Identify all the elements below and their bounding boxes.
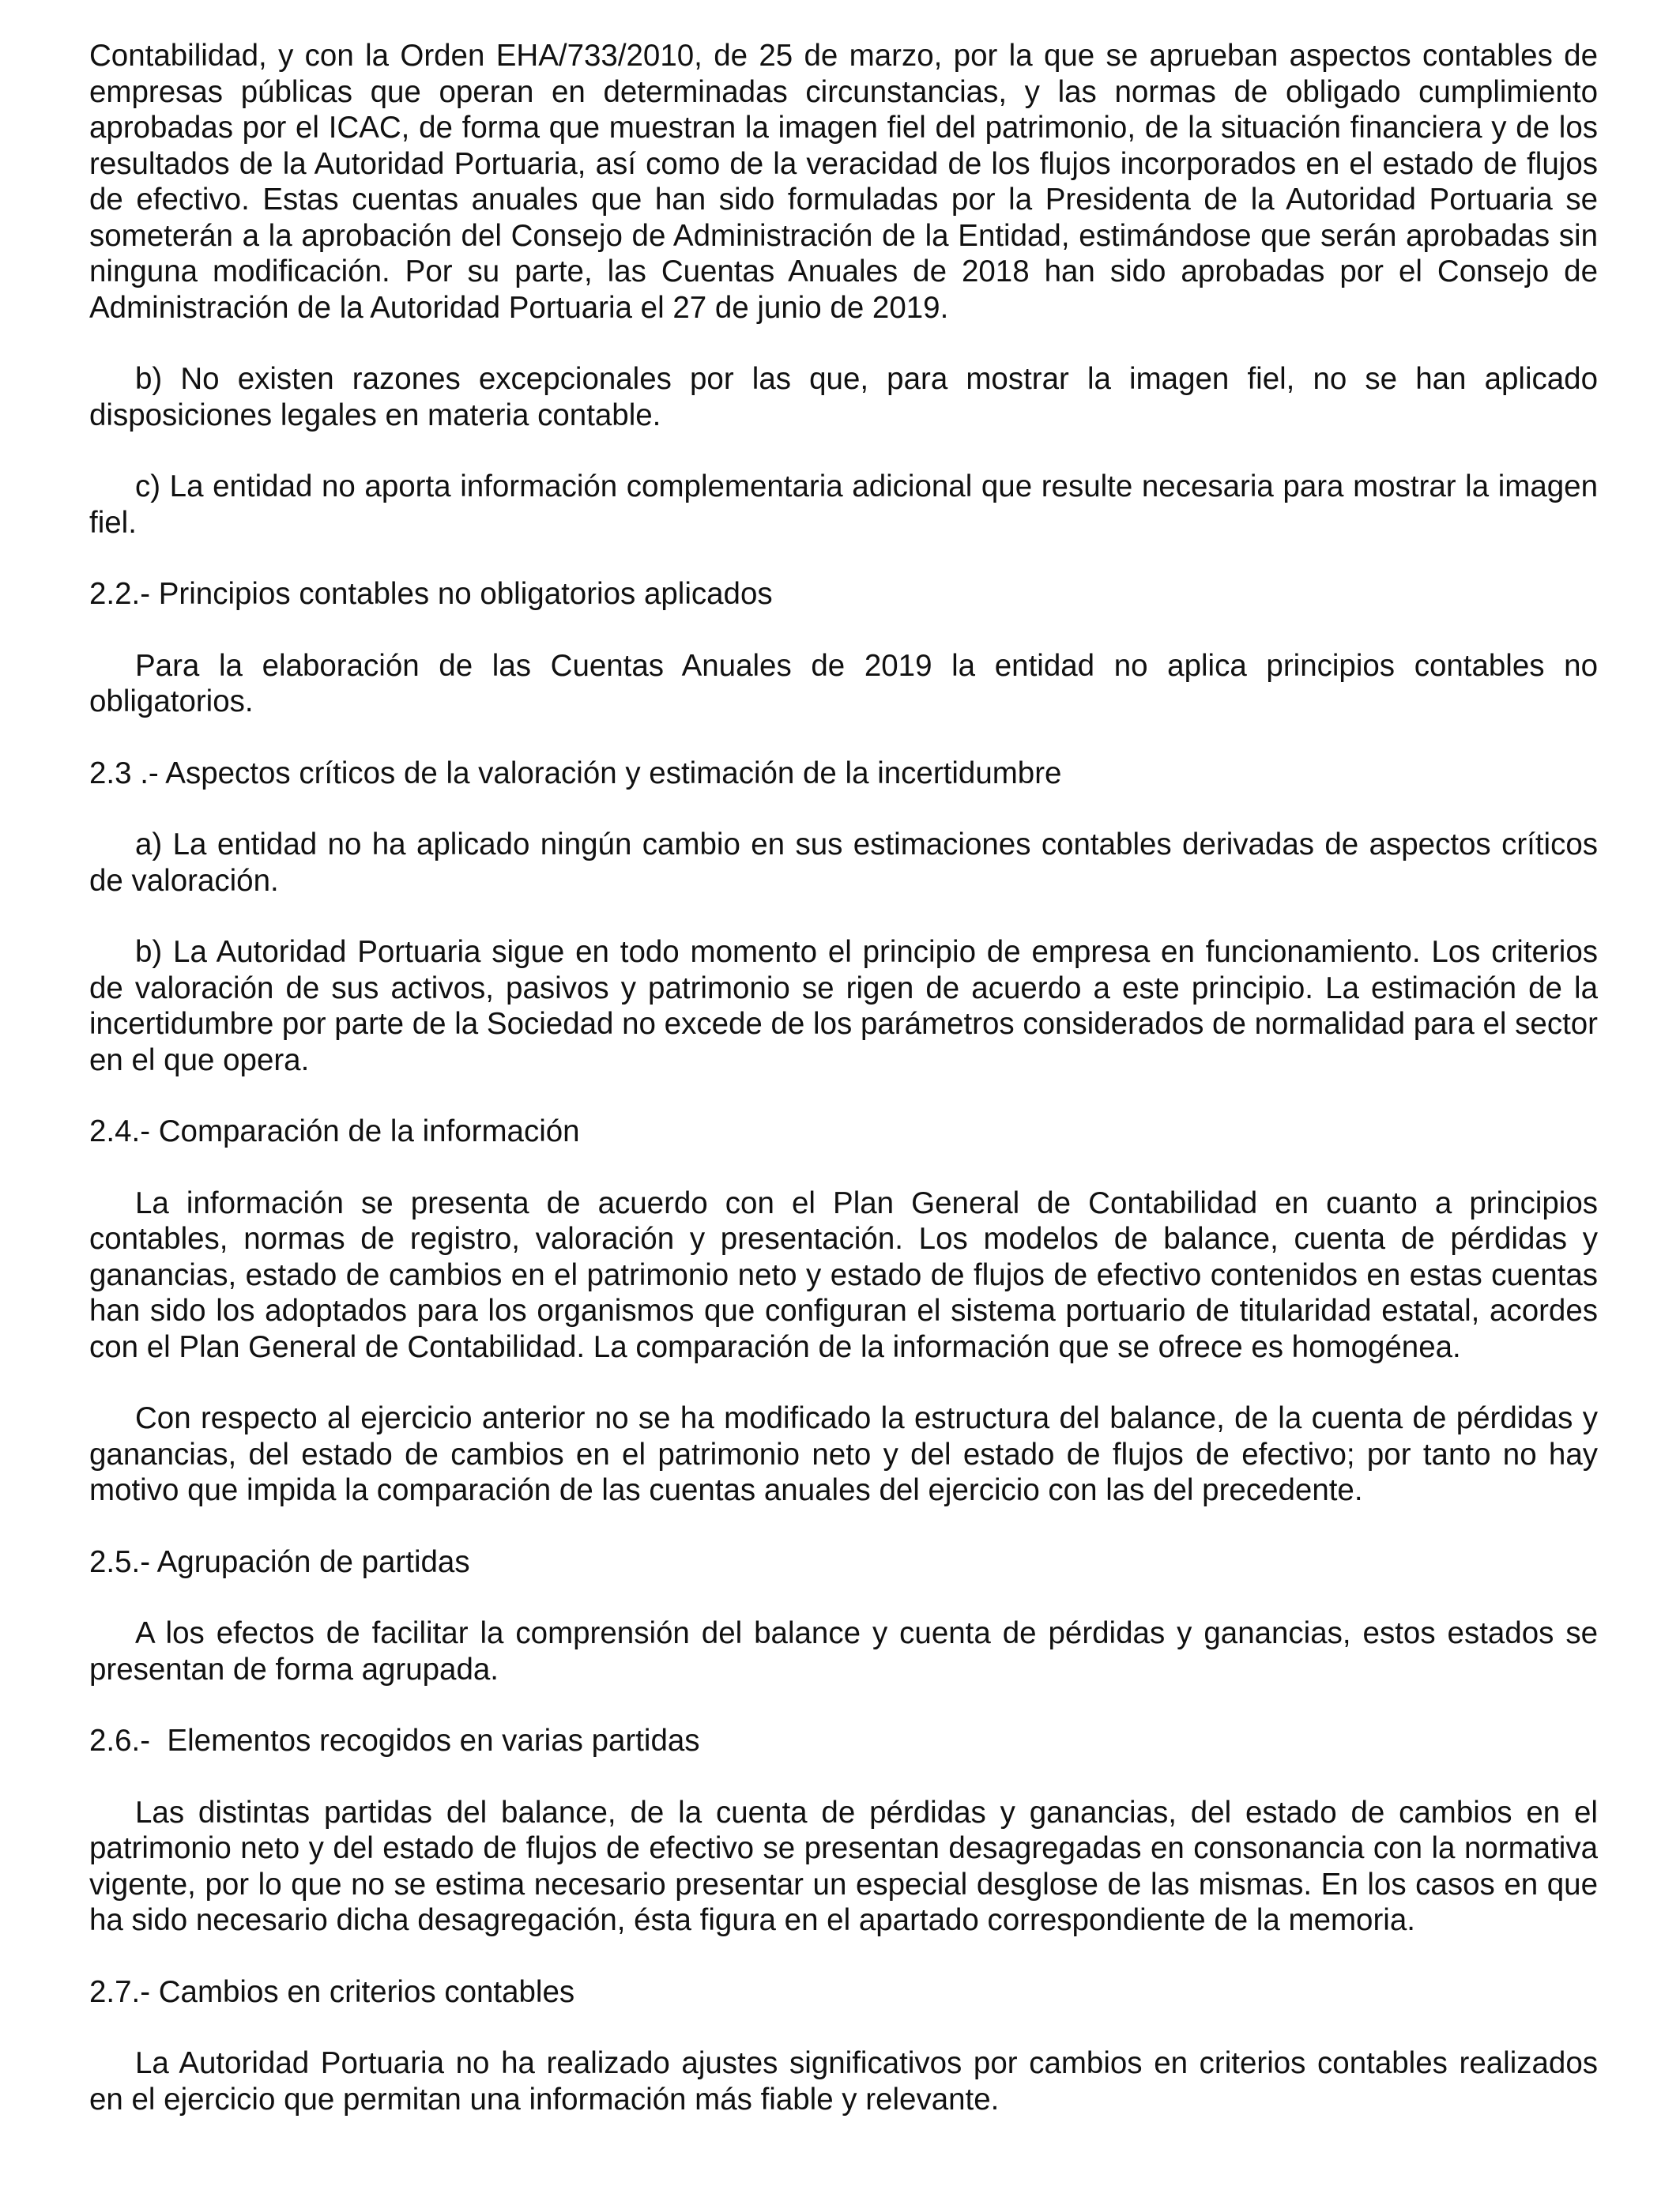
section-2-7-paragraph: La Autoridad Portuaria no ha realizado ajustes significativos por cambios en criterios contables realizados en el ejercicio que permitan una información más fiable y relevante. (89, 2046, 1598, 2117)
section-heading-2-4: 2.4.- Comparación de la información (89, 1114, 580, 1148)
section-2-3-paragraph-a: a) La entidad no ha aplicado ningún cambio en sus estimaciones contables derivadas de aspectos críticos de valoración. (89, 827, 1598, 898)
paragraph-c: c) La entidad no aporta información complementaria adicional que resulte necesaria para mostrar la imagen fiel. (89, 469, 1598, 540)
section-heading-2-2: 2.2.- Principios contables no obligatorios aplicados (89, 577, 773, 611)
paragraph-b: b) No existen razones excepcionales por las que, para mostrar la imagen fiel, no se han aplicado disposiciones legales en materia contable. (89, 362, 1598, 432)
section-heading-2-7: 2.7.- Cambios en criterios contables (89, 1974, 575, 2009)
section-2-2-paragraph: Para la elaboración de las Cuentas Anuales de 2019 la entidad no aplica principios contables no obligatorios. (89, 648, 1598, 718)
section-2-6-paragraph: Las distintas partidas del balance, de la cuenta de pérdidas y ganancias, del estado de cambios en el patrimonio neto y del estado de flujos de efectivo se presentan desagregadas en consonancia con la normativa vigente, por lo que no se estima necesario presentar un especial desglose de las mismas. En los casos en que ha sido necesario dicha desagregación, ésta figura en el apartado correspondiente de la memoria. (89, 1795, 1598, 1937)
section-heading-2-3: 2.3 .- Aspectos críticos de la valoración y estimación de la incertidumbre (89, 756, 1062, 790)
section-2-4-paragraph-2: Con respecto al ejercicio anterior no se ha modificado la estructura del balance, de la cuenta de pérdidas y ganancias, del estado de cambios en el patrimonio neto y del estado de flujos de efectivo; por tanto no hay motivo que impida la comparación de las cuentas anuales del ejercicio con las del precedente. (89, 1401, 1598, 1507)
intro-paragraph: Contabilidad, y con la Orden EHA/733/2010, de 25 de marzo, por la que se aprueban aspectos contables de empresas públicas que operan en determinadas circunstancias, y las normas de obligado cumplimiento aprobadas por el ICAC, de forma que muestran la imagen fiel del patrimonio, de la situación financiera y de los resultados de la Autoridad Portuaria, así como de la veracidad de los flujos incorporados en el estado de flujos de efectivo. Estas cuentas anuales que han sido formuladas por la Presidenta de la Autoridad Portuaria se someterán a la aprobación del Consejo de Administración de la Entidad, estimándose que serán aprobadas sin ninguna modificación. Por su parte, las Cuentas Anuales de 2018 han sido aprobadas por el Consejo de Administración de la Autoridad Portuaria el 27 de junio de 2019. (89, 39, 1598, 325)
section-2-4-paragraph-1: La información se presenta de acuerdo con el Plan General de Contabilidad en cuanto a principios contables, normas de registro, valoración y presentación. Los modelos de balance, cuenta de pérdidas y ganancias, estado de cambios en el patrimonio neto y estado de flujos de efectivo contenidos en estas cuentas han sido los adoptados para los organismos que configuran el sistema portuario de titularidad estatal, acordes con el Plan General de Contabilidad. La comparación de la información que se ofrece es homogénea. (89, 1186, 1598, 1364)
section-heading-2-5: 2.5.- Agrupación de partidas (89, 1544, 470, 1579)
document-page (89, 38, 1598, 2153)
section-2-3-paragraph-b: b) La Autoridad Portuaria sigue en todo momento el principio de empresa en funcionamiento. Los criterios de valoración de sus activos, pasivos y patrimonio se rigen de acuerdo a este principio. La estimación de la incertidumbre por parte de la Sociedad no excede de los parámetros considerados de normalidad para el sector en el que opera. (89, 935, 1599, 1077)
section-2-5-paragraph: A los efectos de facilitar la comprensión del balance y cuenta de pérdidas y ganancias, estos estados se presentan de forma agrupada. (89, 1616, 1598, 1687)
section-heading-2-6: 2.6.- Elementos recogidos en varias partidas (89, 1724, 700, 1758)
